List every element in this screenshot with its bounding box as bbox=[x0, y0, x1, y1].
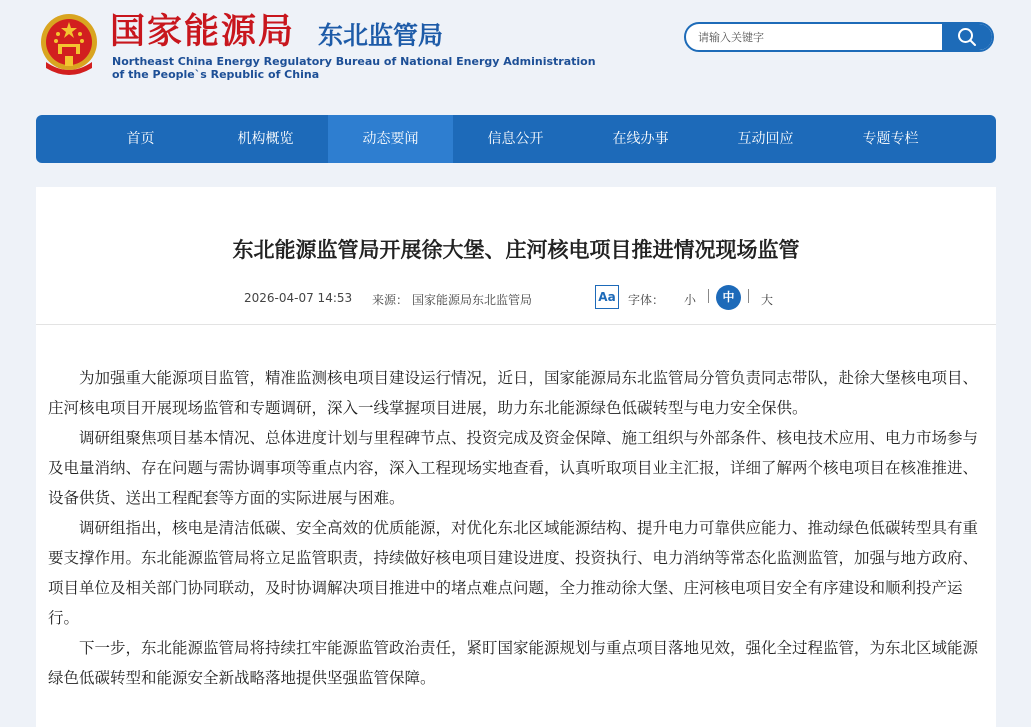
search-icon bbox=[957, 27, 977, 47]
site-header bbox=[0, 0, 1031, 115]
site-title-en-line1: Northeast China Energy Regulatory Bureau of National Energy Administration bbox=[112, 55, 596, 68]
article-title: 东北能源监管局开展徐大堡、庄河核电项目推进情况现场监管 bbox=[232, 238, 800, 262]
nav-item-interaction[interactable]: 互动回应 bbox=[737, 131, 794, 147]
nav-item-topics[interactable]: 专题专栏 bbox=[862, 131, 919, 147]
search-button[interactable] bbox=[942, 24, 992, 50]
nav-item-home[interactable]: 首页 bbox=[126, 131, 155, 147]
meta-divider bbox=[36, 324, 996, 325]
site-title-en-line2: of the People`s Republic of China bbox=[112, 68, 320, 81]
article-source-label: 来源： bbox=[372, 293, 409, 307]
nav-item-overview[interactable]: 机构概览 bbox=[237, 131, 294, 147]
article-paragraph: 下一步，东北能源监管局将持续扛牢能源监管政治责任，紧盯国家能源规划与重点项目落地见效，强化全过程监管，为东北区域能源绿色低碳转型和能源安全新战略落地提供坚强监管保障。 bbox=[48, 639, 979, 687]
font-size-icon: Aa bbox=[595, 285, 619, 309]
nav-item-news[interactable]: 动态要闻 bbox=[328, 115, 453, 163]
search-box bbox=[684, 22, 994, 52]
article-container bbox=[36, 187, 996, 727]
font-size-label: 字体： bbox=[628, 293, 665, 307]
search-input[interactable] bbox=[698, 24, 938, 50]
nav-item-online-service[interactable]: 在线办事 bbox=[612, 131, 669, 147]
article-paragraph: 调研组聚焦项目基本情况、总体进度计划与里程碑节点、投资完成及资金保障、施工组织与外部条件、核电技术应用、电力市场参与及电量消纳、存在问题与需协调事项等重点内容，深入工程现场实地查看，认真听取项目业主汇报，详细了解两个核电项目在核准推进、设备供货、送出工程配套等方面的实际进展与困难。 bbox=[48, 429, 979, 507]
font-size-divider bbox=[708, 289, 709, 303]
article-paragraph: 调研组指出，核电是清洁低碳、安全高效的优质能源，对优化东北区域能源结构、提升电力可靠供应能力、推动绿色低碳转型具有重要支撑作用。东北能源监管局将立足监管职责，持续做好核电项目建设进度、投资执行、电力消纳等常态化监测监管，加强与地方政府、项目单位及相关部门协同联动，及时协调解决项目推进中的堵点难点问题，全力推动徐大堡、庄河核电项目安全有序建设和顺利投产运行。 bbox=[48, 519, 979, 627]
article-body bbox=[48, 363, 984, 693]
font-size-divider bbox=[748, 289, 749, 303]
article-date: 2026-04-07 14:53 bbox=[244, 291, 353, 305]
font-size-large-button[interactable]: 大 bbox=[761, 293, 774, 307]
site-title: 国家能源局 bbox=[110, 12, 296, 52]
article-paragraph: 为加强重大能源项目监管，精准监测核电项目建设运行情况，近日，国家能源局东北监管局分管负责同志带队，赴徐大堡核电项目、庄河核电项目开展现场监管和专题调研，深入一线掌握项目进展，助力东北能源绿色低碳转型与电力安全保供。 bbox=[48, 369, 979, 417]
main-nav bbox=[36, 115, 996, 163]
nav-item-disclosure[interactable]: 信息公开 bbox=[487, 131, 544, 147]
font-size-small-button[interactable]: 小 bbox=[684, 293, 697, 307]
font-size-medium-button[interactable]: 中 bbox=[716, 285, 741, 310]
article-meta bbox=[36, 283, 996, 317]
national-emblem-icon bbox=[38, 12, 100, 78]
article-source: 国家能源局东北监管局 bbox=[412, 293, 533, 307]
site-subtitle: 东北监管局 bbox=[318, 21, 444, 50]
